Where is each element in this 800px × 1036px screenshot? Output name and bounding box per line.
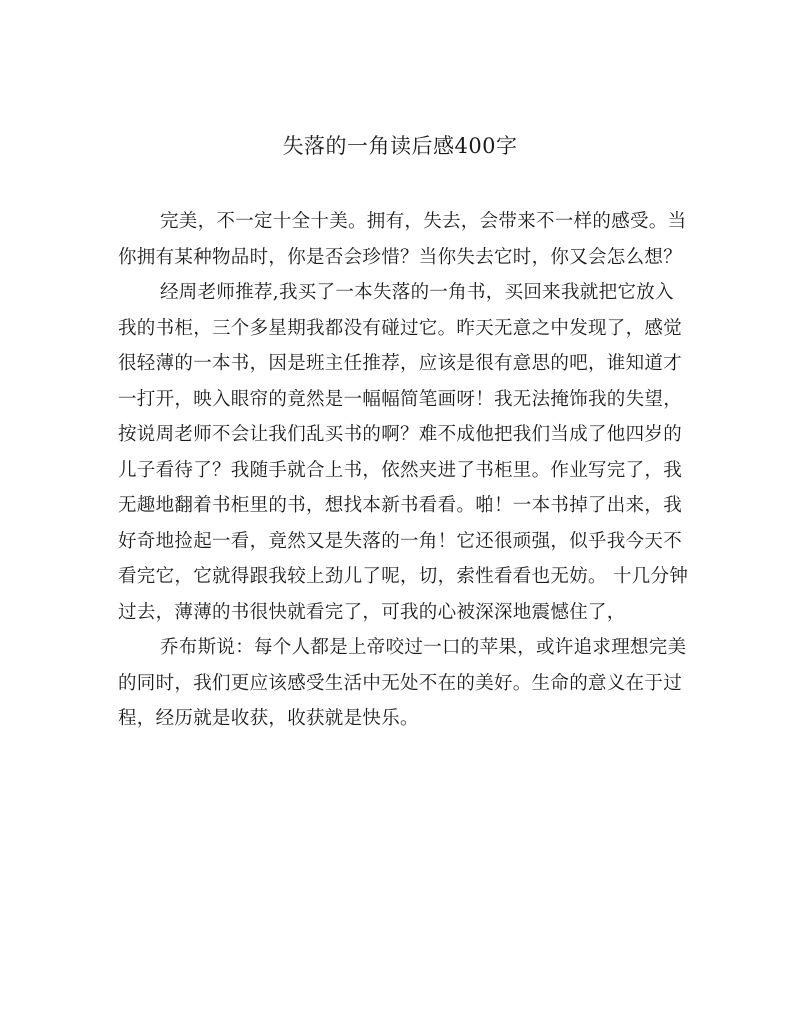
paragraph-line: 好奇地捡起一看，竟然又是失落的一角！它还很顽强，似乎我今天不 [118, 530, 683, 552]
paragraph-line: 你拥有某种物品时，你是否会珍惜？当你失去它时，你又会怎么想？ [118, 246, 683, 268]
paragraph-line: 按说周老师不会让我们乱买书的啊？难不成他把我们当成了他四岁的 [118, 424, 683, 445]
paragraph-3 [118, 630, 687, 737]
document-title: 失落的一角读后感400字 [282, 134, 518, 158]
paragraph-line: 乔布斯说：每个人都是上帝咬过一口的苹果，或许追求理想完美 [160, 637, 687, 658]
paragraph-line: 看完它，它就得跟我较上劲儿了呢，切，索性看看也无妨。 十几分钟 [118, 566, 689, 587]
paragraph-line: 完美，不一定十全十美。拥有，失去，会带来不一样的感受。当 [160, 211, 687, 232]
paragraph-line: 一打开，映入眼帘的竟然是一幅幅简笔画呀！我无法掩饰我的失望， [118, 388, 683, 410]
paragraph-line: 无趣地翻着书柜里的书，想找本新书看看。啪！一本书掉了出来，我 [118, 495, 683, 516]
paragraph-2 [118, 275, 689, 630]
paragraph-line: 很轻薄的一本书，因是班主任推荐，应该是很有意思的吧，谁知道才 [118, 353, 683, 374]
paragraph-1 [118, 204, 687, 275]
paragraph-line: 我的书柜，三个多星期我都没有碰过它。昨天无意之中发现了，感觉 [118, 317, 683, 339]
document-body [118, 204, 689, 737]
paragraph-line: 经周老师推荐,我买了一本失落的一角书，买回来我就把它放入 [160, 282, 674, 303]
paragraph-line: 儿子看待了？我随手就合上书，依然夹进了书柜里。作业写完了，我 [118, 459, 683, 481]
paragraph-line: 的同时，我们更应该感受生活中无处不在的美好。生命的意义在于过 [118, 672, 683, 694]
paragraph-line: 过去，薄薄的书很快就看完了，可我的心被深深地震憾住了， [118, 601, 626, 623]
paragraph-line: 程，经历就是收获，收获就是快乐。 [118, 708, 419, 729]
